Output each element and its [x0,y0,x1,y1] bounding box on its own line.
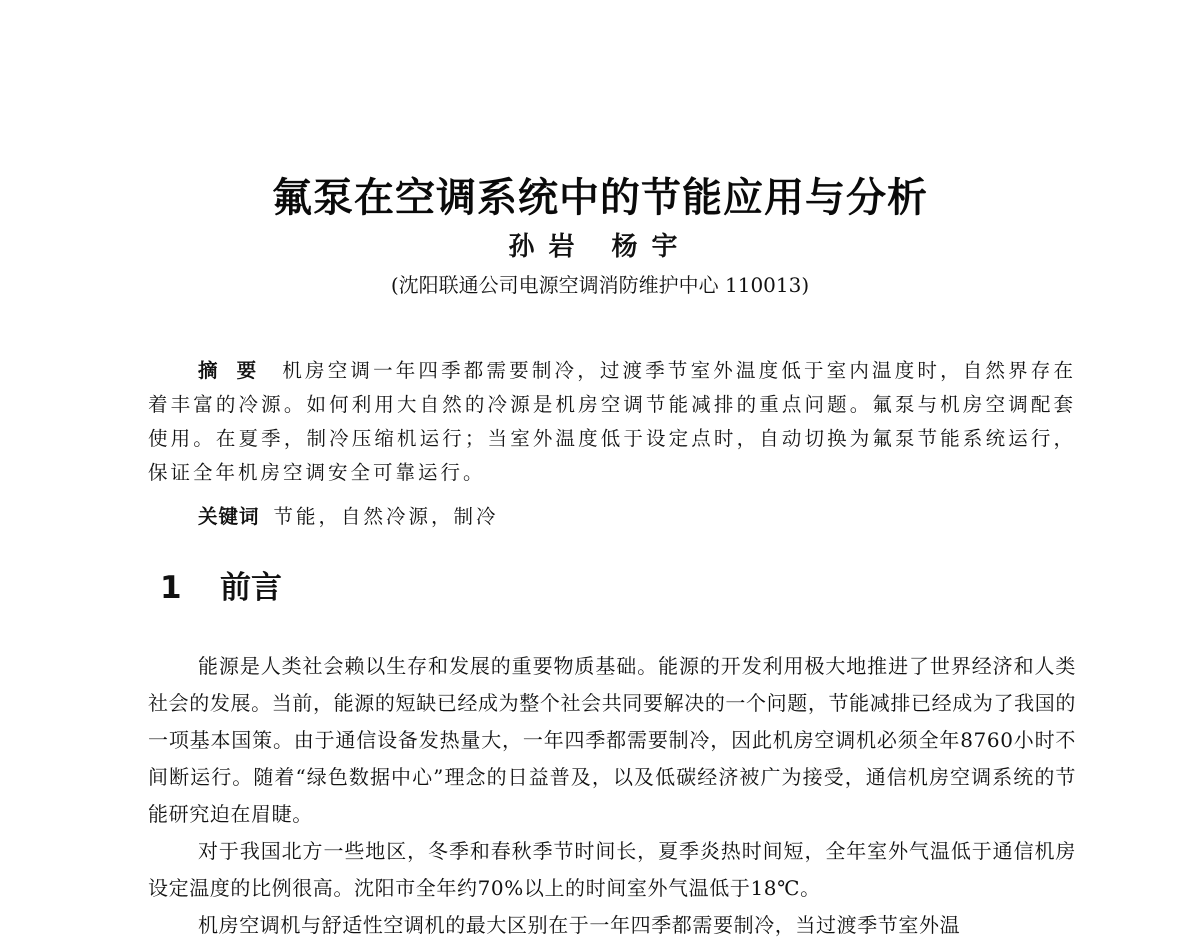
keywords-text: 节能，自然冷源，制冷 [273,505,499,528]
body-paragraph-3: 机房空调机与舒适性空调机的最大区别在于一年四季都需要制冷，当过渡季节室外温 [198,913,961,937]
body-text [148,648,1076,944]
author-affiliation: (沈阳联通公司电源空调消防维护中心 110013) [390,273,810,297]
keywords-label: 关键词 [198,505,260,528]
abstract-text: 机房空调一年四季都需要制冷，过渡季节室外温度低于室内温度时，自然界存在着丰富的冷源。如何利用大自然的冷源是机房空调节能减排的重点问题。氟泵与机房空调配套使用。在夏季，制冷压缩机运行；当室外温度低于设定点时，自动切换为氟泵节能系统运行，保证全年机房空调安全可靠运行。 [148,359,1076,484]
body-paragraph-1: 能源是人类社会赖以生存和发展的重要物质基础。能源的开发利用极大地推进了世界经济和人类社会的发展。当前，能源的短缺已经成为整个社会共同要解决的一个问题，节能减排已经成为了我国的一项基本国策。由于通信设备发热量大，一年四季都需要制冷，因此机房空调机必须全年8760小时不间断运行。随着“绿色数据中心”理念的日益普及，以及低碳经济被广为接受，通信机房空调系统的节能研究迫在眉睫。 [148,654,1076,826]
section-title: 前言 [220,570,282,606]
abstract-paragraph [148,354,1076,490]
section-heading [160,566,282,610]
abstract-label: 摘 要 [198,359,263,382]
body-paragraph-2: 对于我国北方一些地区，冬季和春秋季节时间长，夏季炎热时间短，全年室外气温低于通信机房设定温度的比例很高。沈阳市全年约70%以上的时间室外气温低于18℃。 [148,839,1076,900]
section-number: 1 [160,570,182,606]
paper-title: 氟泵在空调系统中的节能应用与分析 [272,175,928,221]
paper-authors: 孙岩 杨宇 [508,232,692,262]
keywords-line [198,500,1078,534]
